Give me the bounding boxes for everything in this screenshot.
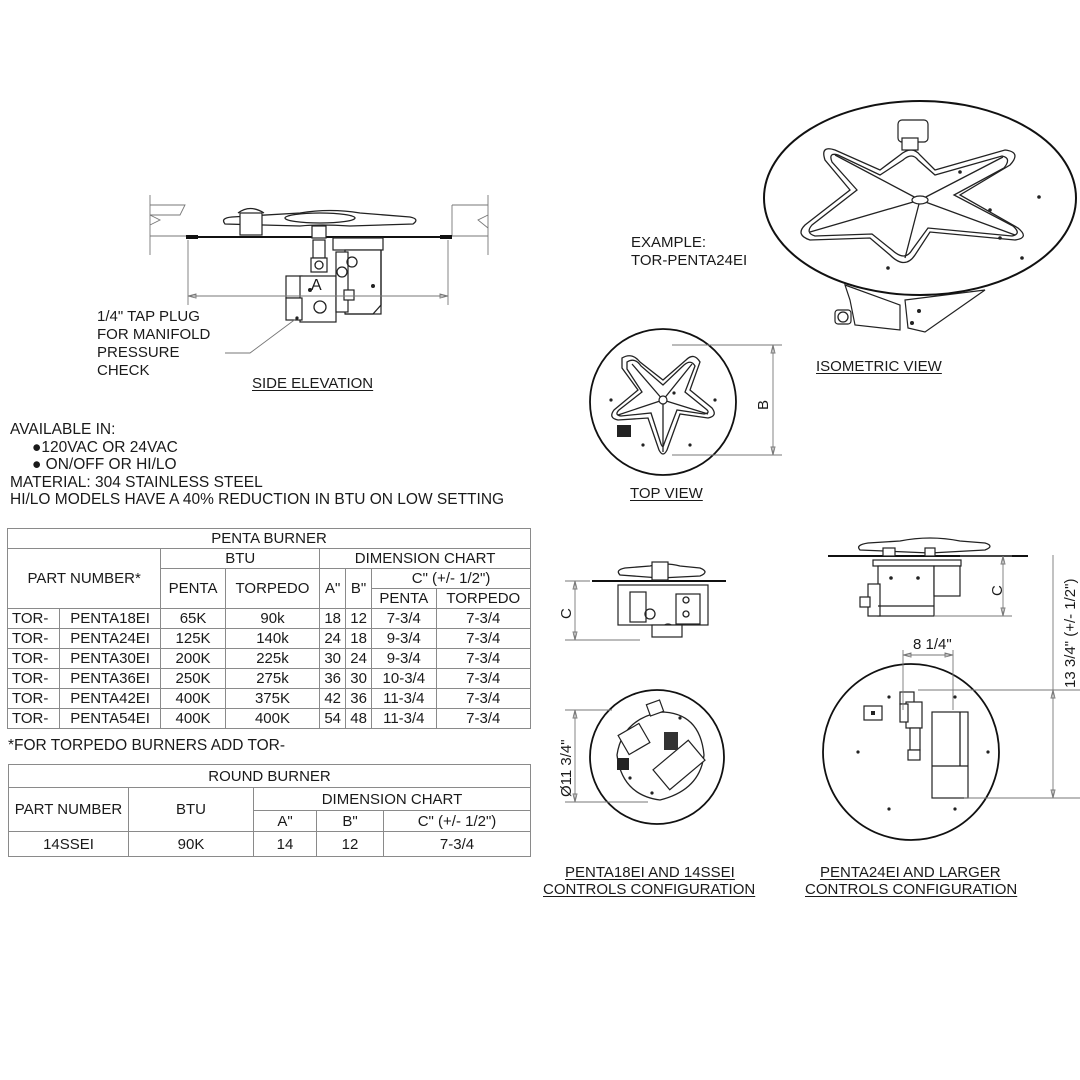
small-config-title-line1: PENTA18EI AND 14SSEI [565, 864, 735, 881]
callout-line-4: CHECK [97, 362, 150, 379]
large-config-title-line1: PENTA24EI AND LARGER [820, 864, 1001, 881]
prefix-cell: TOR- [8, 709, 60, 729]
round-b-cell: 12 [317, 832, 384, 857]
btu-penta-cell: 400K [161, 709, 225, 729]
table-row [8, 669, 531, 689]
prefix-cell: TOR- [8, 609, 60, 629]
penta-table-title: PENTA BURNER [8, 529, 531, 549]
c-torpedo-cell: 7-3/4 [436, 609, 530, 629]
isometric-view-title: ISOMETRIC VIEW [816, 358, 942, 375]
part-cell: PENTA54EI [59, 709, 160, 729]
header-btu-torpedo: TORPEDO [225, 569, 319, 609]
btu-penta-cell: 65K [161, 609, 225, 629]
small-config-drawing [565, 562, 726, 824]
part-cell: PENTA42EI [59, 689, 160, 709]
large-config-height-dimension: 13 3/4" (+/- 1/2") [1062, 578, 1079, 688]
c-penta-cell: 11-3/4 [372, 689, 436, 709]
b-cell: 36 [346, 689, 372, 709]
dimension-b-label: B [755, 399, 772, 410]
product-notes [10, 421, 504, 509]
part-cell: PENTA24EI [59, 629, 160, 649]
btu-penta-cell: 125K [161, 629, 225, 649]
table-row [8, 629, 531, 649]
c-torpedo-cell: 7-3/4 [436, 669, 530, 689]
prefix-cell: TOR- [8, 669, 60, 689]
b-cell: 18 [346, 629, 372, 649]
header-c-penta: PENTA [372, 589, 436, 609]
available-in-heading: AVAILABLE IN: [10, 421, 116, 438]
part-cell: PENTA36EI [59, 669, 160, 689]
btu-torpedo-cell: 375K [225, 689, 319, 709]
table-row [8, 689, 531, 709]
large-config-title-line2: CONTROLS CONFIGURATION [805, 881, 1018, 898]
large-config-width-dimension: 8 1/4" [913, 636, 952, 653]
table-row [8, 649, 531, 669]
btu-torpedo-cell: 400K [225, 709, 319, 729]
table-row [8, 609, 531, 629]
b-cell: 30 [346, 669, 372, 689]
round-header-b: B" [317, 811, 384, 832]
example-part-number: TOR-PENTA24EI [631, 252, 748, 269]
part-cell: PENTA18EI [59, 609, 160, 629]
header-dimension-chart: DIMENSION CHART [320, 549, 531, 569]
header-btu-penta: PENTA [161, 569, 225, 609]
small-config-dimension-c: C [558, 608, 575, 619]
tap-plug-callout [97, 308, 210, 380]
b-cell: 48 [346, 709, 372, 729]
callout-line-2: FOR MANIFOLD [97, 326, 211, 343]
voltage-option: ●120VAC OR 24VAC [32, 438, 178, 456]
side-elevation-title: SIDE ELEVATION [252, 375, 374, 392]
round-header-a: A" [254, 811, 317, 832]
side-elevation-dimension-a-label: A [311, 277, 322, 294]
c-penta-cell: 11-3/4 [372, 709, 436, 729]
btu-torpedo-cell: 275k [225, 669, 319, 689]
torpedo-footnote: *FOR TORPEDO BURNERS ADD TOR- [8, 737, 286, 754]
round-header-btu: BTU [129, 788, 254, 832]
round-header-c: C" (+/- 1/2") [384, 811, 531, 832]
small-config-title-line2: CONTROLS CONFIGURATION [543, 881, 756, 898]
round-header-part-number: PART NUMBER [9, 788, 129, 832]
top-view-title: TOP VIEW [630, 485, 703, 502]
prefix-cell: TOR- [8, 689, 60, 709]
round-part-cell: 14SSEI [9, 832, 129, 857]
a-cell: 36 [320, 669, 346, 689]
a-cell: 24 [320, 629, 346, 649]
c-penta-cell: 7-3/4 [372, 609, 436, 629]
c-penta-cell: 9-3/4 [372, 649, 436, 669]
large-config-dimension-c: C [989, 585, 1006, 596]
btu-torpedo-cell: 225k [225, 649, 319, 669]
a-cell: 18 [320, 609, 346, 629]
control-option: ● ON/OFF OR HI/LO [32, 456, 177, 473]
round-table-title: ROUND BURNER [9, 765, 531, 788]
c-torpedo-cell: 7-3/4 [436, 689, 530, 709]
table-row [9, 832, 531, 857]
btu-penta-cell: 200K [161, 649, 225, 669]
header-part-number: PART NUMBER* [8, 549, 161, 609]
header-c: C" (+/- 1/2") [372, 569, 531, 589]
hilo-note: HI/LO MODELS HAVE A 40% REDUCTION IN BTU ON LOW SETTING [10, 491, 505, 508]
btu-torpedo-cell: 140k [225, 629, 319, 649]
c-torpedo-cell: 7-3/4 [436, 629, 530, 649]
prefix-cell: TOR- [8, 649, 60, 669]
header-a: A" [320, 569, 346, 609]
top-view-drawing [590, 329, 782, 475]
b-cell: 24 [346, 649, 372, 669]
a-cell: 42 [320, 689, 346, 709]
btu-penta-cell: 400K [161, 689, 225, 709]
callout-line-3: PRESSURE [97, 344, 180, 361]
callout-line-1: 1/4" TAP PLUG [97, 308, 200, 325]
penta-burner-table [7, 528, 531, 729]
btu-torpedo-cell: 90k [225, 609, 319, 629]
round-c-cell: 7-3/4 [384, 832, 531, 857]
b-cell: 12 [346, 609, 372, 629]
isometric-view-drawing [764, 101, 1076, 332]
small-config-diameter: Ø11 3/4" [558, 739, 575, 797]
c-penta-cell: 9-3/4 [372, 629, 436, 649]
a-cell: 30 [320, 649, 346, 669]
c-penta-cell: 10-3/4 [372, 669, 436, 689]
btu-penta-cell: 250K [161, 669, 225, 689]
round-burner-table [8, 764, 531, 857]
part-cell: PENTA30EI [59, 649, 160, 669]
c-torpedo-cell: 7-3/4 [436, 709, 530, 729]
header-btu: BTU [161, 549, 320, 569]
round-a-cell: 14 [254, 832, 317, 857]
a-cell: 54 [320, 709, 346, 729]
prefix-cell: TOR- [8, 629, 60, 649]
round-btu-cell: 90K [129, 832, 254, 857]
material-note: MATERIAL: 304 STAINLESS STEEL [10, 473, 263, 491]
table-row [8, 709, 531, 729]
c-torpedo-cell: 7-3/4 [436, 649, 530, 669]
example-label: EXAMPLE: [631, 234, 707, 251]
header-c-torpedo: TORPEDO [436, 589, 530, 609]
round-header-dimension-chart: DIMENSION CHART [254, 788, 531, 811]
header-b: B" [346, 569, 372, 609]
large-config-drawing [823, 538, 1080, 840]
